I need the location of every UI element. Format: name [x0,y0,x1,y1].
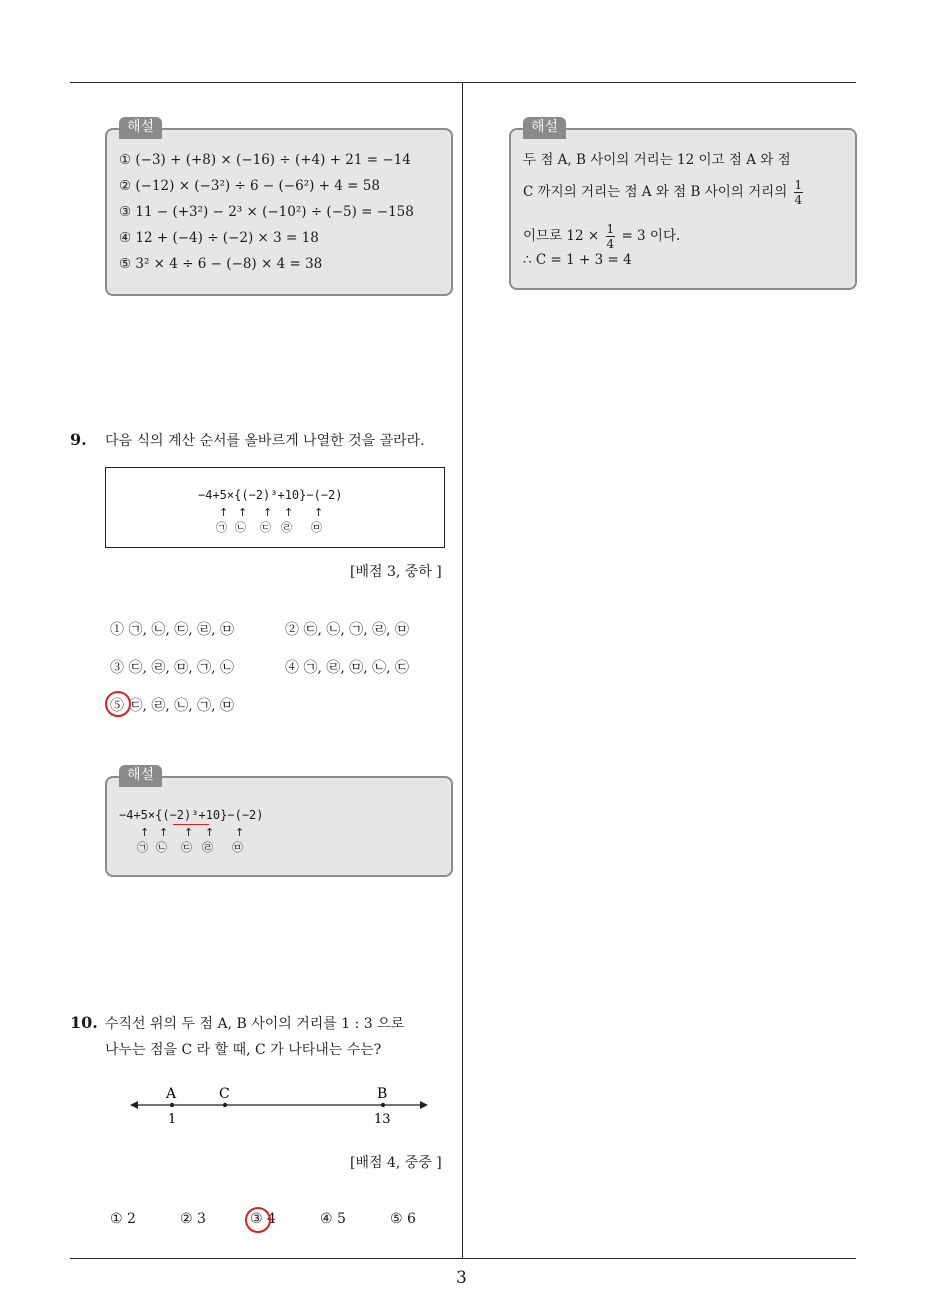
marker-4: ㉣ [281,521,292,534]
column-divider [462,82,463,1258]
fraction-one-quarter-2: $\frac{1}{4}$ [606,222,615,251]
explanation-line-1: 두 점 A, B 사이의 거리는 12 이고 점 A 와 점 [523,152,791,168]
question-9-text: 다음 식의 계산 순서를 올바르게 나열한 것을 골라라. [105,433,425,449]
page-number: 3 [456,1268,467,1288]
arrow-2: ↑ [159,826,169,839]
explanation-line-3-pre: 이므로 12 × [523,228,600,244]
question-9-number: 9. [70,430,87,449]
explanation-line-3: ③ 11 − (+3²) − 2³ × (−10²) ÷ (−5) = −158 [119,204,414,220]
q10-choice-3[interactable]: ③ 4 [250,1211,276,1227]
explanation-tag: 해설 [119,765,162,787]
explanation-line-1: ① (−3) + (+8) × (−16) ÷ (+4) + 21 = −14 [119,152,411,168]
label-a: A [166,1086,177,1102]
explanation-line-2: ② (−12) × (−3²) ÷ 6 − (−6²) + 4 = 58 [119,178,380,194]
explanation-tag: 해설 [119,117,162,139]
explanation-line-2 [523,178,805,207]
underline-mark [173,824,209,825]
question-10-number: 10. [70,1013,98,1032]
value-b: 13 [374,1112,391,1127]
value-a: 1 [168,1112,177,1127]
explanation-box-q9 [105,767,453,877]
number-line-right-arrow [420,1101,428,1109]
marker-2: ㉡ [235,521,246,534]
marker-3: ㉢ [181,841,192,854]
arrow-3: ↑ [184,826,194,839]
arrow-1: ↑ [140,826,150,839]
explanation-line-3-post: = 3 이다. [621,228,681,244]
q9-explanation-expression: −4+5×{(−2)³+10}−(−2) [119,808,264,822]
q9-arrows [216,506,336,536]
q10-choice-4[interactable]: ④ 5 [320,1211,346,1227]
arrow-1: ↑ [219,506,229,519]
marker-2: ㉡ [156,841,167,854]
q10-choice-1[interactable]: ① 2 [110,1211,136,1227]
answer-mark-circle [245,1207,271,1233]
label-b: B [377,1086,388,1102]
label-c: C [219,1086,230,1102]
marker-1: ㉠ [137,841,148,854]
marker-1: ㉠ [216,521,227,534]
explanation-box-right [509,119,857,290]
point-a [170,1103,174,1107]
arrow-5: ↑ [314,506,324,519]
marker-5: ㉤ [232,841,243,854]
bottom-rule [70,1258,856,1259]
arrow-4: ↑ [205,826,215,839]
top-rule [70,82,856,83]
point-b [381,1103,385,1107]
q10-choice-2[interactable]: ② 3 [180,1211,206,1227]
q10-score: [배점 4, 중중 ] [350,1155,442,1171]
marker-5: ㉤ [311,521,322,534]
marker-4: ㉣ [202,841,213,854]
explanation-line-2-text: C 까지의 거리는 점 A 와 점 B 사이의 거리의 [523,184,788,200]
explanation-tag: 해설 [523,117,566,139]
q9-score: [배점 3, 중하 ] [350,564,442,580]
explanation-line-3 [523,222,680,251]
answer-mark-circle [105,691,131,717]
q9-choice-3[interactable]: ③ ㉢, ㉣, ㉤, ㉠, ㉡ [110,660,235,676]
arrow-2: ↑ [238,506,248,519]
explanation-line-5: ⑤ 3² × 4 ÷ 6 − (−8) × 4 = 38 [119,256,323,272]
explanation-line-4: ④ 12 + (−4) ÷ (−2) × 3 = 18 [119,230,319,246]
fraction-one-quarter: $\frac{1}{4}$ [794,178,803,207]
arrow-3: ↑ [263,506,273,519]
explanation-line-4: ∴ C = 1 + 3 = 4 [523,252,632,268]
explanation-box-1 [105,119,453,296]
q9-explanation-arrows [137,826,257,856]
number-line-left-arrow [130,1101,138,1109]
q9-choice-1[interactable]: ① ㉠, ㉡, ㉢, ㉣, ㉤ [110,622,235,638]
q9-expression: −4+5×{(−2)³+10}−(−2) [198,488,343,502]
number-line [128,1080,448,1140]
q9-choice-4[interactable]: ④ ㉠, ㉣, ㉤, ㉡, ㉢ [285,660,410,676]
point-c [223,1103,227,1107]
question-10-text-line-2: 나누는 점을 C 라 할 때, C 가 나타내는 수는? [105,1042,382,1058]
question-10-text-line-1: 수직선 위의 두 점 A, B 사이의 거리를 1 : 3 으로 [105,1016,405,1032]
marker-3: ㉢ [260,521,271,534]
q9-expression-box [105,467,445,548]
arrow-4: ↑ [284,506,294,519]
q9-choice-5[interactable]: ⑤ ㉢, ㉣, ㉡, ㉠, ㉤ [110,698,235,714]
q10-choice-5[interactable]: ⑤ 6 [390,1211,416,1227]
arrow-5: ↑ [235,826,245,839]
q9-choice-2[interactable]: ② ㉢, ㉡, ㉠, ㉣, ㉤ [285,622,410,638]
